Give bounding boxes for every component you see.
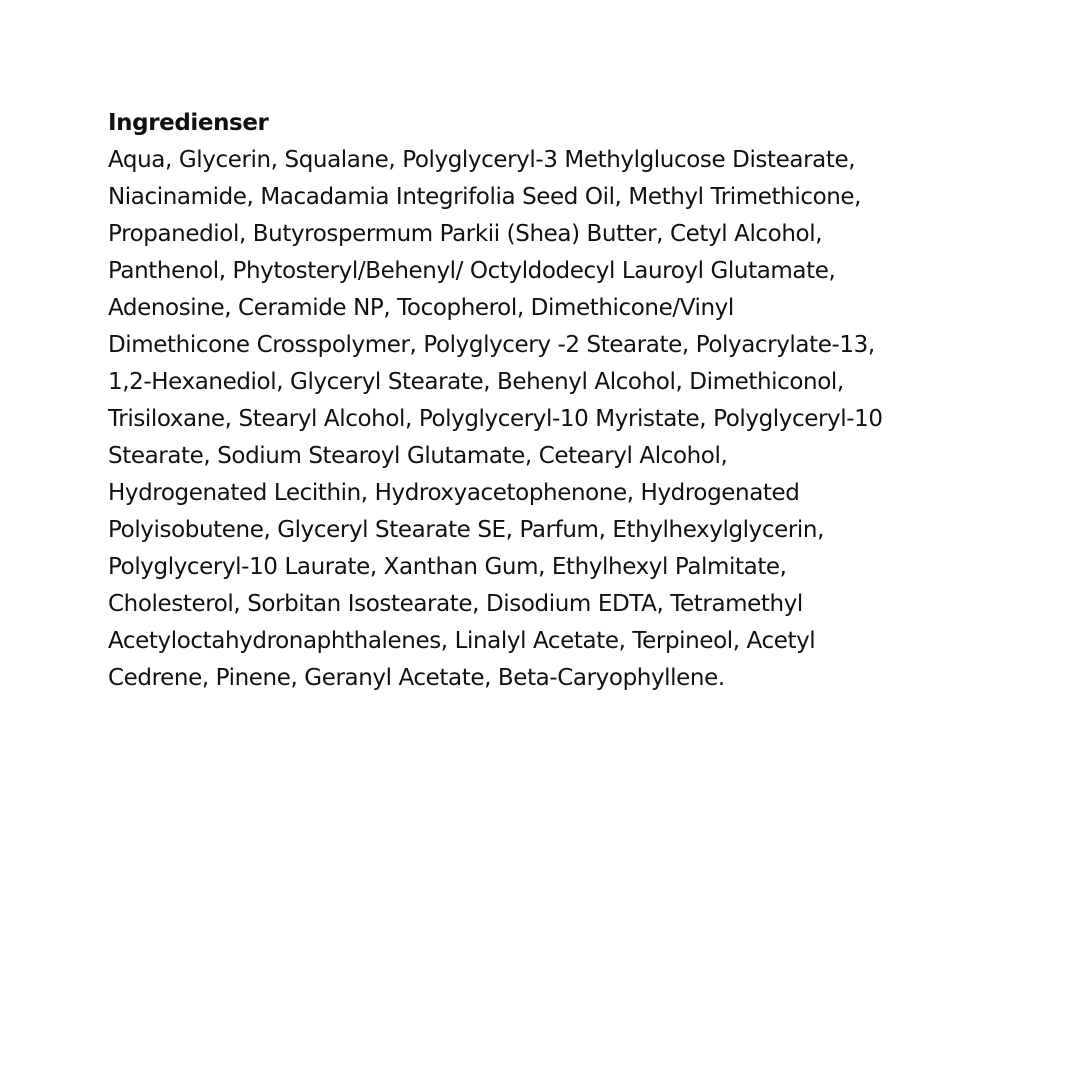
ingredients-section — [108, 105, 978, 697]
ingredients-line: Dimethicone Crosspolymer, Polyglycery -2 Stearate, Polyacrylate-13, — [108, 332, 875, 358]
ingredients-line: Acetyloctahydronaphthalenes, Linalyl Acetate, Terpineol, Acetyl — [108, 628, 816, 654]
ingredients-line: Trisiloxane, Stearyl Alcohol, Polyglyceryl-10 Myristate, Polyglyceryl-10 — [108, 406, 883, 432]
ingredients-line: Polyisobutene, Glyceryl Stearate SE, Parfum, Ethylhexylglycerin, — [108, 517, 824, 543]
ingredients-line: 1,2-Hexanediol, Glyceryl Stearate, Behenyl Alcohol, Dimethiconol, — [108, 369, 844, 395]
ingredients-list — [108, 142, 978, 697]
ingredients-line: Adenosine, Ceramide NP, Tocopherol, Dimethicone/Vinyl — [108, 295, 734, 321]
ingredients-line: Cholesterol, Sorbitan Isostearate, Disodium EDTA, Tetramethyl — [108, 591, 803, 617]
ingredients-line: Hydrogenated Lecithin, Hydroxyacetophenone, Hydrogenated — [108, 480, 800, 506]
ingredients-line: Cedrene, Pinene, Geranyl Acetate, Beta-Caryophyllene. — [108, 665, 725, 691]
ingredients-line: Propanediol, Butyrospermum Parkii (Shea) Butter, Cetyl Alcohol, — [108, 221, 823, 247]
ingredients-line: Stearate, Sodium Stearoyl Glutamate, Cetearyl Alcohol, — [108, 443, 728, 469]
ingredients-line: Aqua, Glycerin, Squalane, Polyglyceryl-3 Methylglucose Distearate, — [108, 147, 856, 173]
ingredients-heading: Ingredienser — [108, 110, 269, 136]
ingredients-line: Polyglyceryl-10 Laurate, Xanthan Gum, Ethylhexyl Palmitate, — [108, 554, 787, 580]
ingredients-line: Niacinamide, Macadamia Integrifolia Seed Oil, Methyl Trimethicone, — [108, 184, 862, 210]
ingredients-line: Panthenol, Phytosteryl/Behenyl/ Octyldodecyl Lauroyl Glutamate, — [108, 258, 836, 284]
